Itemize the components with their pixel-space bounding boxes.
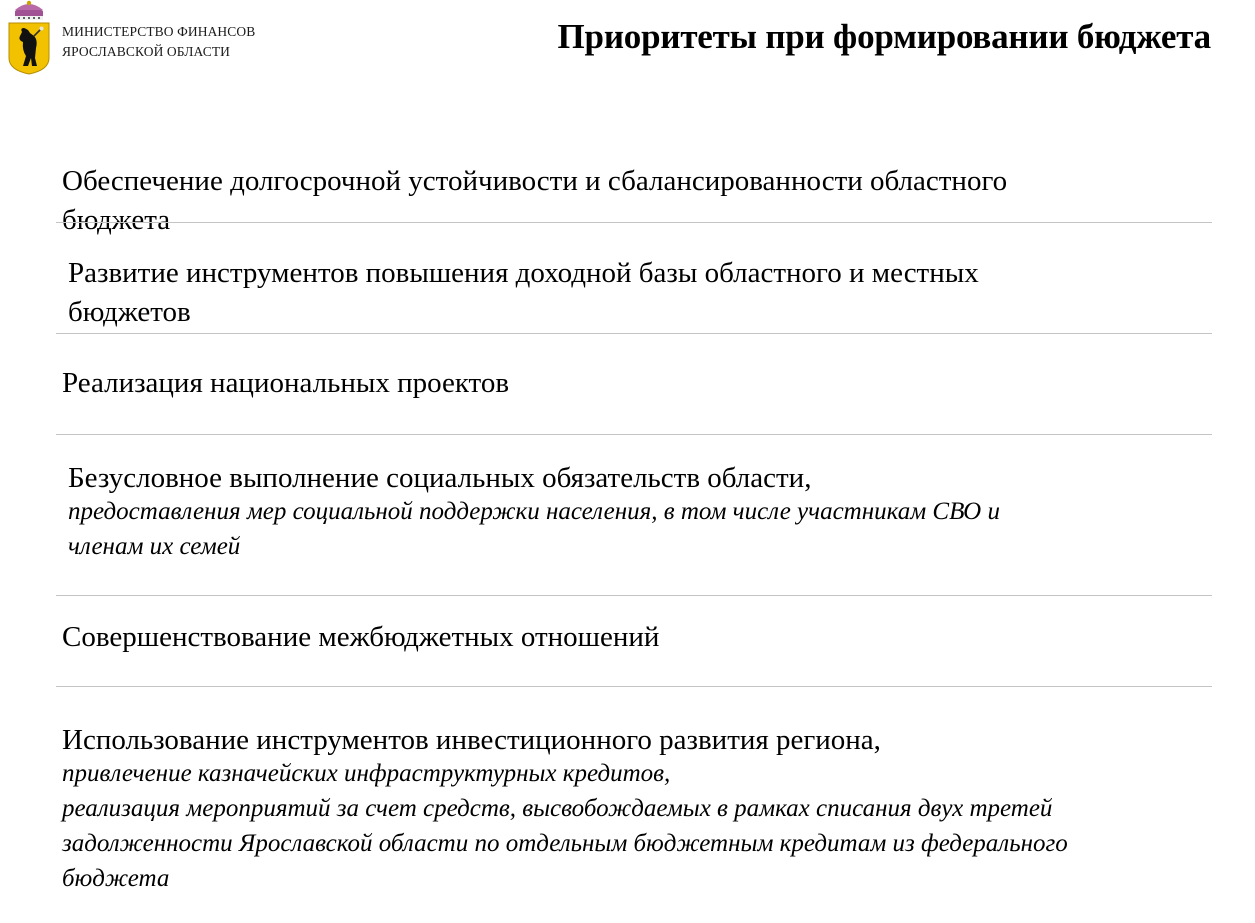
ministry-name — [62, 22, 255, 62]
divider — [56, 686, 1212, 687]
divider — [56, 333, 1212, 334]
ministry-name-line-1: МИНИСТЕРСТВО ФИНАНСОВ — [62, 24, 256, 39]
priority-text-line: Реализация национальных проектов — [62, 367, 510, 399]
page-title: Приоритеты при формировании бюджета — [557, 17, 1211, 56]
priority-subtext-line: задолженности Ярославской области по отдельным бюджетным кредитам из федерального — [62, 830, 1068, 857]
priority-item-budget-stability — [62, 162, 1007, 240]
priority-item-social-obligations — [68, 459, 1000, 564]
priority-text-line: бюджетов — [68, 296, 191, 328]
priority-subtext-line: бюджета — [62, 865, 170, 892]
priority-item-interbudget-relations — [62, 618, 659, 657]
priority-item-revenue-base — [68, 254, 979, 332]
priority-text-line: Использование инструментов инвестиционного развития региона, — [62, 724, 881, 756]
ministry-name-line-2: ЯРОСЛАВСКОЙ ОБЛАСТИ — [62, 44, 231, 59]
priority-subtext-line: предоставления мер социальной поддержки населения, в том числе участникам СВО и — [68, 498, 1000, 525]
priority-text-line: Безусловное выполнение социальных обязательств области, — [68, 462, 812, 494]
priority-text-line: Обеспечение долгосрочной устойчивости и сбалансированности областного — [62, 165, 1008, 197]
priority-text-line: бюджета — [62, 204, 171, 236]
divider — [56, 434, 1212, 435]
priority-subtext-line: членам их семей — [68, 533, 241, 560]
priority-text-line: Совершенствование межбюджетных отношений — [62, 621, 660, 653]
priority-subtext-line: реализация мероприятий за счет средств, высвобождаемых в рамках списания двух третей — [62, 795, 1053, 822]
priority-subtext-line: привлечение казначейских инфраструктурных кредитов, — [62, 760, 671, 787]
priority-text-line: Развитие инструментов повышения доходной базы областного и местных — [68, 257, 979, 289]
divider — [56, 595, 1212, 596]
divider — [56, 222, 1212, 223]
priority-item-investment-development — [62, 721, 1068, 896]
priority-item-national-projects — [62, 364, 509, 403]
yaroslavl-coat-of-arms-icon — [6, 0, 52, 76]
